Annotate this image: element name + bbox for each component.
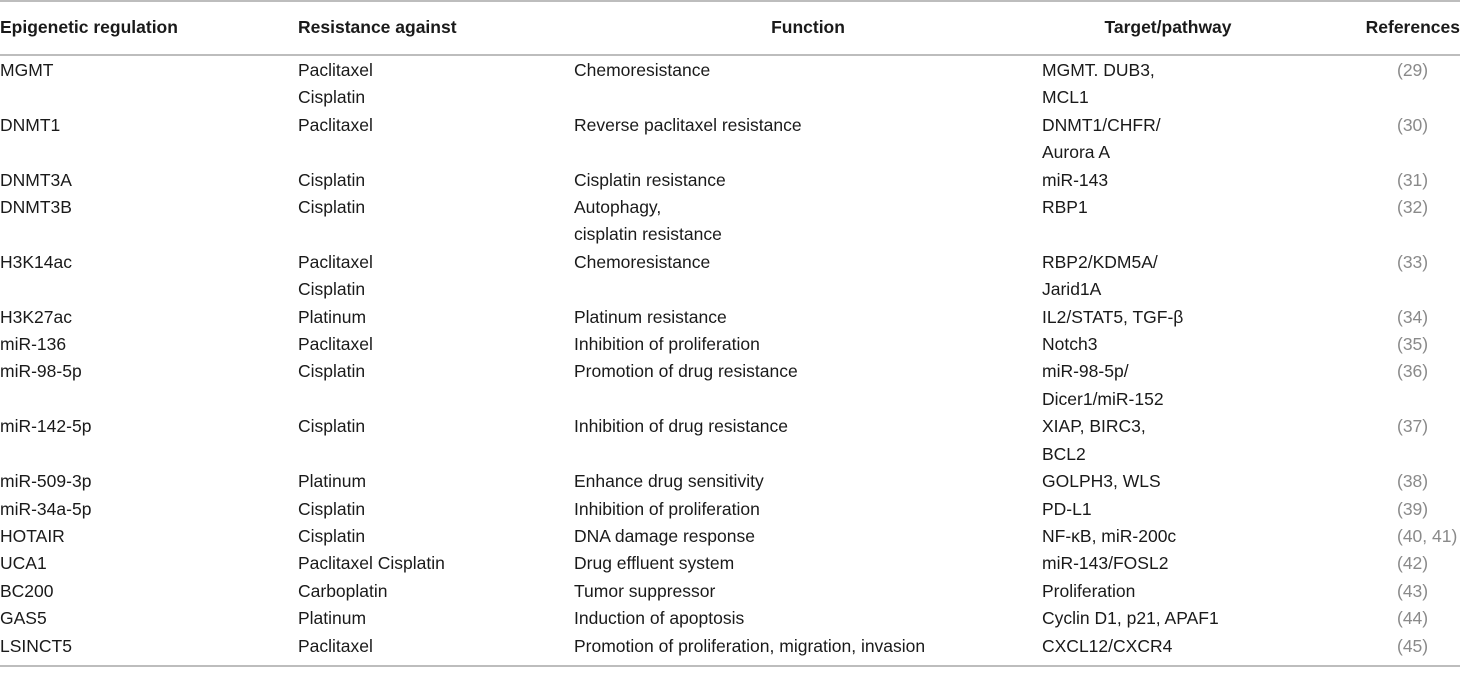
cell-reference: (35) [1397, 334, 1429, 355]
cell-resistance-against [298, 55, 574, 112]
cell-target-pathway-line: PD-L1 [1042, 498, 1092, 519]
header-row [0, 1, 1460, 55]
cell-function-line: Promotion of proliferation, migration, invasion [574, 635, 926, 656]
cell-target-pathway-line: BCL2 [1042, 443, 1086, 464]
cell-resistance-against-line: Platinum [298, 608, 367, 629]
cell-resistance-against-line: Cisplatin [298, 416, 366, 437]
cell-target-pathway-line: miR-143/FOSL2 [1042, 553, 1169, 574]
cell-resistance-against [298, 358, 574, 413]
cell-target-pathway [1042, 55, 1342, 112]
column-header-resistance-against: Resistance against [298, 1, 574, 55]
cell-target-pathway-line: MGMT. DUB3, [1042, 60, 1155, 80]
cell-resistance-against [298, 413, 574, 468]
cell-resistance-against-line: Paclitaxel [298, 635, 373, 656]
cell-resistance-against-line: Cisplatin [298, 361, 366, 382]
cell-reference: (33) [1397, 251, 1429, 272]
cell-function-line: Cisplatin resistance [574, 169, 726, 190]
cell-epigenetic-regulation: BC200 [0, 580, 54, 601]
cell-function-line: Chemoresistance [574, 251, 711, 272]
cell-reference: (29) [1397, 60, 1429, 80]
cell-target-pathway [1042, 249, 1342, 304]
cell-resistance-against-line: Paclitaxel Cisplatin [298, 553, 445, 574]
cell-reference: (34) [1397, 306, 1429, 327]
table-row [0, 194, 1460, 249]
cell-resistance-against [298, 167, 574, 194]
cell-epigenetic-regulation: miR-142-5p [0, 416, 92, 437]
cell-resistance-against [298, 304, 574, 331]
cell-epigenetic-regulation: GAS5 [0, 608, 47, 629]
cell-target-pathway-line: miR-98-5p/ [1042, 361, 1129, 382]
cell-target-pathway-line: NF-κB, miR-200c [1042, 525, 1177, 546]
cell-resistance-against-line: Paclitaxel [298, 251, 373, 272]
cell-function-line: Inhibition of proliferation [574, 334, 760, 355]
cell-target-pathway [1042, 413, 1342, 468]
table-row [0, 55, 1460, 112]
cell-function [574, 633, 1042, 666]
cell-reference: (40, 41) [1397, 525, 1458, 546]
cell-function-line: Inhibition of drug resistance [574, 416, 789, 437]
cell-epigenetic-regulation: DNMT3A [0, 169, 72, 190]
cell-epigenetic-regulation: DNMT3B [0, 197, 72, 218]
cell-resistance-against-line: Paclitaxel [298, 334, 373, 355]
cell-resistance-against [298, 605, 574, 632]
column-header-references: References [1342, 1, 1460, 55]
cell-resistance-against-line: Cisplatin [298, 197, 366, 218]
cell-target-pathway-line: CXCL12/CXCR4 [1042, 635, 1173, 656]
cell-target-pathway [1042, 605, 1342, 632]
cell-target-pathway-line: Aurora A [1042, 142, 1111, 163]
table-row [0, 331, 1460, 358]
table-row [0, 523, 1460, 550]
cell-resistance-against [298, 112, 574, 167]
cell-function [574, 249, 1042, 304]
cell-resistance-against-line: Paclitaxel [298, 60, 373, 80]
cell-resistance-against [298, 194, 574, 249]
cell-reference: (39) [1397, 498, 1429, 519]
cell-resistance-against-line: Cisplatin [298, 87, 366, 108]
cell-resistance-against [298, 331, 574, 358]
cell-resistance-against [298, 523, 574, 550]
cell-function-line: Inhibition of proliferation [574, 498, 760, 519]
cell-function [574, 194, 1042, 249]
cell-resistance-against-line: Platinum [298, 306, 367, 327]
cell-target-pathway-line: IL2/STAT5, TGF-β [1042, 306, 1184, 327]
cell-resistance-against [298, 578, 574, 605]
cell-target-pathway [1042, 304, 1342, 331]
cell-function-line: Platinum resistance [574, 306, 727, 327]
cell-target-pathway-line: GOLPH3, WLS [1042, 471, 1161, 492]
cell-reference: (31) [1397, 169, 1429, 190]
cell-function-line: DNA damage response [574, 525, 755, 546]
cell-reference: (32) [1397, 197, 1429, 218]
table-row [0, 496, 1460, 523]
cell-epigenetic-regulation: UCA1 [0, 553, 47, 574]
column-header-function: Function [574, 1, 1042, 55]
cell-function-line: Drug effluent system [574, 553, 735, 574]
cell-resistance-against-line: Cisplatin [298, 525, 366, 546]
cell-function [574, 331, 1042, 358]
cell-epigenetic-regulation: H3K14ac [0, 251, 72, 272]
table-row [0, 167, 1460, 194]
cell-reference: (36) [1397, 361, 1429, 382]
cell-target-pathway-line: miR-143 [1042, 169, 1109, 190]
cell-target-pathway-line: RBP1 [1042, 197, 1088, 218]
cell-resistance-against-line: Cisplatin [298, 498, 366, 519]
cell-resistance-against [298, 468, 574, 495]
cell-function [574, 468, 1042, 495]
cell-reference: (43) [1397, 580, 1429, 601]
table-body [0, 55, 1460, 666]
cell-target-pathway [1042, 331, 1342, 358]
cell-target-pathway [1042, 550, 1342, 577]
cell-target-pathway-line: Notch3 [1042, 334, 1098, 355]
cell-function [574, 55, 1042, 112]
cell-target-pathway-line: DNMT1/CHFR/ [1042, 114, 1161, 135]
cell-target-pathway [1042, 167, 1342, 194]
cell-epigenetic-regulation: miR-509-3p [0, 471, 92, 492]
cell-function [574, 358, 1042, 413]
cell-target-pathway [1042, 358, 1342, 413]
cell-function [574, 550, 1042, 577]
cell-function [574, 304, 1042, 331]
cell-target-pathway [1042, 578, 1342, 605]
cell-target-pathway [1042, 496, 1342, 523]
cell-function [574, 605, 1042, 632]
table-row [0, 112, 1460, 167]
cell-reference: (42) [1397, 553, 1429, 574]
table-row [0, 550, 1460, 577]
cell-target-pathway [1042, 112, 1342, 167]
cell-epigenetic-regulation: MGMT [0, 60, 54, 80]
cell-epigenetic-regulation: DNMT1 [0, 114, 61, 135]
cell-target-pathway-line: MCL1 [1042, 87, 1089, 108]
cell-function-line: Chemoresistance [574, 60, 711, 80]
cell-target-pathway-line: Cyclin D1, p21, APAF1 [1042, 608, 1219, 629]
cell-resistance-against [298, 633, 574, 666]
cell-function [574, 523, 1042, 550]
table-row [0, 605, 1460, 632]
cell-resistance-against-line: Cisplatin [298, 279, 366, 300]
table-row [0, 633, 1460, 666]
table-row [0, 468, 1460, 495]
cell-epigenetic-regulation: H3K27ac [0, 306, 72, 327]
cell-function-line: Induction of apoptosis [574, 608, 745, 629]
table-row [0, 304, 1460, 331]
cell-resistance-against-line: Carboplatin [298, 580, 388, 601]
table-row [0, 413, 1460, 468]
cell-target-pathway-line: Dicer1/miR-152 [1042, 388, 1164, 409]
cell-target-pathway [1042, 633, 1342, 666]
column-header-epigenetic-regulation: Epigenetic regulation [0, 1, 298, 55]
cell-function-line: Promotion of drug resistance [574, 361, 798, 382]
cell-target-pathway-line: XIAP, BIRC3, [1042, 416, 1146, 437]
cell-target-pathway [1042, 194, 1342, 249]
cell-reference: (45) [1342, 633, 1460, 666]
cell-resistance-against-line: Platinum [298, 471, 367, 492]
cell-function [574, 112, 1042, 167]
cell-resistance-against-line: Cisplatin [298, 169, 366, 190]
cell-function-line: Reverse paclitaxel resistance [574, 114, 802, 135]
cell-target-pathway-line: RBP2/KDM5A/ [1042, 251, 1158, 272]
cell-function [574, 578, 1042, 605]
cell-reference: (38) [1397, 471, 1429, 492]
cell-target-pathway [1042, 523, 1342, 550]
table-row [0, 578, 1460, 605]
cell-reference: (37) [1397, 416, 1429, 437]
cell-function-line: Tumor suppressor [574, 580, 716, 601]
cell-function [574, 496, 1042, 523]
cell-epigenetic-regulation: LSINCT5 [0, 633, 298, 666]
cell-epigenetic-regulation: miR-136 [0, 334, 67, 355]
cell-epigenetic-regulation: HOTAIR [0, 525, 65, 546]
cell-function-line: Autophagy, [574, 197, 662, 218]
table-row [0, 358, 1460, 413]
table-header [0, 1, 1460, 55]
cell-function [574, 413, 1042, 468]
table-row [0, 249, 1460, 304]
cell-function [574, 167, 1042, 194]
cell-function-line: Enhance drug sensitivity [574, 471, 764, 492]
cell-reference: (44) [1397, 608, 1429, 629]
cell-resistance-against [298, 496, 574, 523]
cell-resistance-against [298, 550, 574, 577]
cell-resistance-against [298, 249, 574, 304]
cell-reference: (30) [1397, 114, 1429, 135]
cell-function-line: cisplatin resistance [574, 224, 722, 245]
cell-epigenetic-regulation: miR-34a-5p [0, 498, 92, 519]
cell-resistance-against-line: Paclitaxel [298, 114, 373, 135]
cell-epigenetic-regulation: miR-98-5p [0, 361, 82, 382]
cell-target-pathway-line: Jarid1A [1042, 279, 1102, 300]
cell-target-pathway [1042, 468, 1342, 495]
cell-target-pathway-line: Proliferation [1042, 580, 1136, 601]
column-header-target-pathway: Target/pathway [1042, 1, 1342, 55]
